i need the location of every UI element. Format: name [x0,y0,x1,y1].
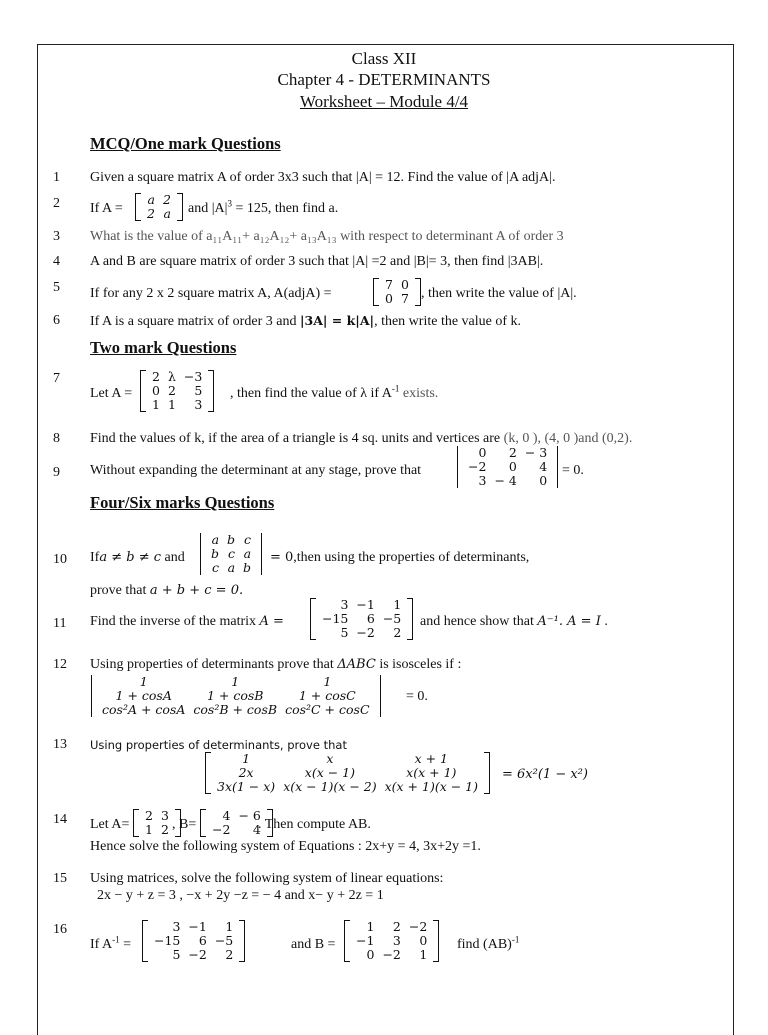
matrix-cell: 3 [172,919,181,934]
matrix-cell: cos²B + cosB [193,702,278,717]
section-mcq: MCQ/One mark Questions [90,134,281,153]
matrix-bracket-left [200,809,206,837]
determinant-bar-right [380,675,381,717]
matrix-cell: 1 [323,674,332,689]
matrix-cell: c [212,560,220,575]
matrix-cell: a [147,192,155,207]
q6-text: If A is a square matrix of order 3 and |3A| = k|A|, then write the value of k. [90,313,522,329]
matrix-cell: 4 [252,822,261,837]
matrix-cell: −3 [183,369,203,384]
matrix-cell: 3 [478,473,487,488]
matrix-cell: 2 [393,625,402,640]
q1-text: Given a square matrix A of order 3x3 such that |A| = 12. Find the value of |A adjA|. [90,170,556,185]
matrix-cell: a [227,560,236,575]
q10-determinant [199,533,263,575]
matrix-cell: 1 [393,597,402,612]
matrix-cell: −1 [356,933,375,948]
matrix-cell: 5 [340,625,349,640]
matrix-cell: −1 [188,919,207,934]
q2-number: 2 [53,196,60,211]
q15-number: 15 [53,871,67,886]
determinant-bar-right [557,446,558,488]
matrix-cell: 0 [385,291,393,306]
matrix-cell: −2 [212,822,231,837]
matrix-cell: cos²A + cosA [102,702,186,717]
matrix-cell: 1 [242,751,251,766]
matrix-bracket-left [142,920,148,962]
matrix-cell: 6 [366,611,375,626]
matrix-cell: 2 [225,947,234,962]
class-title: Class XII [351,49,417,68]
q9-pre: Without expanding the determinant at any stage, prove that [90,463,422,478]
matrix-cell: 5 [194,383,203,398]
q3-text: What is the value of a₁₁A₁₁+ a₁₂A₁₂+ a₁₃A₁₃ with respect to determinant A of order 3 [90,229,564,244]
matrix-cell: 0 [366,947,375,962]
matrix-bracket-left [373,278,379,306]
matrix-cell: 3 [194,397,203,412]
q13-result: = 6x²(1 − x²) [502,767,588,782]
q4-text: A and B are square matrix of order 3 such that |A| =2 and |B|= 3, then find |3AB|. [90,254,544,269]
q7-matrix [140,370,214,412]
section-two-mark: Two mark Questions [90,338,237,357]
matrix-cell: −5 [382,611,402,626]
q10-pre: Ifa ≠ b ≠ c and [90,550,185,565]
matrix-cell: 6 [198,933,207,948]
matrix-cell: −15 [154,933,181,948]
matrix-bracket-left [344,920,350,962]
matrix-bracket-right [239,920,245,962]
matrix-cell: −2 [356,625,375,640]
matrix-cell: −1 [356,597,375,612]
q9-post: = 0. [562,463,584,478]
matrix-cell: 7 [400,291,409,306]
q11-matrix [310,598,413,640]
matrix-cell: 2 [508,445,517,460]
matrix-cell: b [243,560,252,575]
determinant-bar-left [91,675,92,717]
q2-text: and $|A|^3 = 125$, then find a. [188,198,339,216]
matrix-cell: 2 [392,919,401,934]
q15-line1: Using matrices, solve the following system of linear equations: [90,871,444,886]
matrix-bracket-right [407,598,413,640]
matrix-bracket-right [415,278,421,306]
q2-matrix [135,193,183,221]
q16-number: 16 [53,922,67,937]
matrix-bracket-right [208,370,214,412]
q4-number: 4 [53,254,60,269]
q14-line2: Hence solve the following system of Equations : 2x+y = 4, 3x+2y =1. [90,839,481,854]
q12-number: 12 [53,657,67,672]
q5-pre: If for any 2 x 2 square matrix A, A(adjA) = [90,286,332,301]
matrix-cell: 0 [478,445,487,460]
matrix-bracket-left [133,809,139,837]
q12-pre: Using properties of determinants prove that ΔABC is isosceles if : [90,657,462,672]
matrix-cell: x + 1 [414,751,449,766]
matrix-cell: x(x − 1) [304,765,355,780]
q10-line2: prove that a + b + c = 0. [90,583,244,598]
matrix-cell: 1 [152,397,160,412]
q5-post: , then write the value of |A|. [421,286,577,301]
q16-post: find (AB)$^{-1}$ [457,934,520,952]
matrix-cell: 0 [419,933,428,948]
q16-mid: and B = [291,937,336,952]
matrix-cell: 1 [167,397,176,412]
q3-number: 3 [53,229,60,244]
matrix-cell: 0 [539,473,548,488]
q13-matrix [205,752,490,794]
q8-text: Find the values of k, if the area of a triangle is 4 sq. units and vertices are (k, 0 ), (4, 0 )and (0,2). [90,431,633,446]
matrix-cell: −2 [408,919,428,934]
q5-matrix [373,278,421,306]
matrix-cell: 2 [167,383,176,398]
matrix-cell: x [326,751,334,766]
q14-pre: Let A= [90,817,130,832]
determinant-bar-left [457,446,458,488]
q12-post: = 0. [406,689,428,704]
q7-text: , then find the value of λ if $A^{-1}$ exists. [230,383,439,401]
q6-number: 6 [53,313,60,328]
matrix-cell: 2 [160,822,169,837]
q2-pre: If A = [90,201,123,216]
q14-post: . Then compute AB. [258,817,371,832]
chapter-title: Chapter 4 - DETERMINANTS [277,70,491,89]
matrix-cell: 1 + cosB [206,688,264,703]
matrix-cell: −2 [382,947,401,962]
matrix-bracket-left [205,752,211,794]
matrix-cell: c [228,546,236,561]
matrix-cell: 1 [225,919,234,934]
determinant-bar-right [261,533,262,575]
q10-number: 10 [53,552,67,567]
matrix-cell: 0 [152,383,160,398]
matrix-cell: 2x [238,765,254,780]
matrix-bracket-left [310,598,316,640]
matrix-cell: − 4 [494,473,517,488]
matrix-cell: x(x + 1)(x − 1) [384,779,478,794]
matrix-bracket-right [433,920,439,962]
matrix-cell: 4 [539,459,548,474]
matrix-cell: 4 [222,808,231,823]
matrix-cell: 1 [139,674,148,689]
q16-matrix-b [344,920,439,962]
matrix-cell: 1 + cosC [298,688,356,703]
matrix-cell: −15 [322,611,349,626]
q1-number: 1 [53,170,60,185]
matrix-cell: 2 [152,369,160,384]
q14-number: 14 [53,812,67,827]
q9-determinant [456,446,559,488]
q11-number: 11 [53,616,67,631]
matrix-cell: 2 [145,808,153,823]
q11-post: and hence show that A⁻¹. A = I . [420,614,608,629]
q7-pre: Let A = [90,386,133,401]
q7-number: 7 [53,371,60,386]
matrix-cell: cos²C + cosC [285,702,370,717]
q16-pre: If $A^{-1}$ = [90,934,132,952]
q8-number: 8 [53,431,60,446]
matrix-cell: 3x(1 − x) [217,779,276,794]
matrix-cell: λ [167,369,176,384]
matrix-cell: b [211,546,220,561]
q13-number: 13 [53,737,67,752]
matrix-cell: a [163,206,171,221]
section-four-six: Four/Six marks Questions [90,493,275,512]
matrix-cell: 7 [385,277,393,292]
matrix-cell: 1 [145,822,153,837]
matrix-cell: 2 [162,192,171,207]
matrix-cell: x(x − 1)(x − 2) [283,779,377,794]
matrix-cell: −2 [468,459,487,474]
q16-matrix-a-inverse [142,920,245,962]
matrix-cell: b [227,532,236,547]
determinant-bar-left [200,533,201,575]
matrix-cell: a [243,546,252,561]
q11-pre: Find the inverse of the matrix A = [90,614,284,629]
matrix-cell: 1 + cosA [115,688,172,703]
matrix-cell: −2 [188,947,207,962]
q14-mid: , B= [172,817,197,832]
q9-number: 9 [53,465,60,480]
matrix-bracket-right [177,193,183,221]
matrix-bracket-right [484,752,490,794]
matrix-cell: 3 [160,808,169,823]
matrix-cell: c [244,532,252,547]
matrix-cell: 1 [366,919,375,934]
matrix-cell: 2 [147,206,155,221]
matrix-bracket-left [135,193,141,221]
q10-post: = 0,then using the properties of determinants, [270,550,530,565]
q15-line2: 2x − y + z = 3 , −x + 2y −z = − 4 and x− y + 2z = 1 [97,888,384,903]
matrix-cell: 0 [400,277,409,292]
matrix-cell: − 6 [238,808,261,823]
matrix-bracket-left [140,370,146,412]
matrix-cell: 1 [419,947,428,962]
matrix-cell: 1 [231,674,240,689]
matrix-cell: 3 [392,933,401,948]
matrix-cell: 3 [340,597,349,612]
q12-determinant [90,675,382,717]
matrix-cell: x(x + 1) [406,765,457,780]
matrix-cell: − 3 [524,445,548,460]
matrix-cell: a [211,532,220,547]
worksheet-title: Worksheet – Module 4/4 [299,92,469,111]
matrix-cell: 5 [172,947,181,962]
q13-text: Using properties of determinants, prove that [90,738,347,752]
q5-number: 5 [53,280,60,295]
matrix-cell: −5 [214,933,234,948]
matrix-cell: 0 [508,459,517,474]
